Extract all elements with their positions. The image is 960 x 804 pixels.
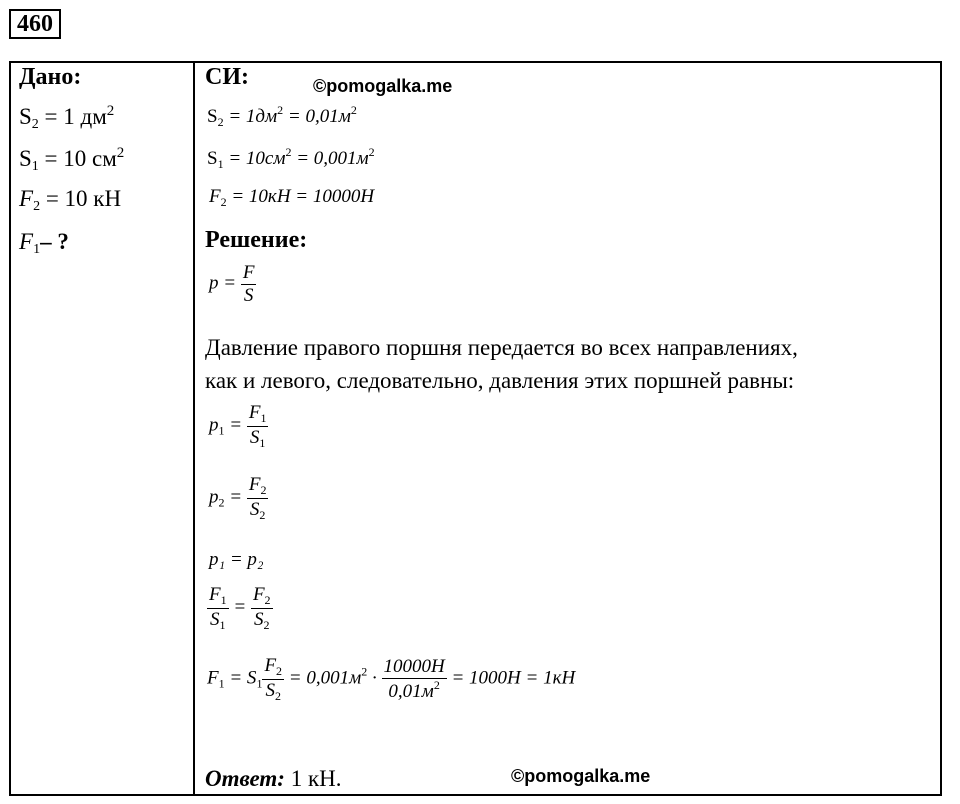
given-f1-unknown: $F_1-$ ? — [19, 229, 69, 257]
formula-final: $F_1 = S_1$ $\frac{F_2}{S_2}$ = $0,001м^2$ · $\frac{10000Н}{0,01м^2}$ = 1000Н = 1кН — [207, 655, 576, 703]
problem-number: 460 — [9, 9, 61, 39]
solution-header: Решение: — [205, 227, 308, 253]
answer: Ответ: 1 кН. — [205, 766, 342, 791]
formula-p2: $p_2$ = $\frac{F_2}{S_2}$ — [209, 474, 267, 522]
formula-ratio-equal: $\frac{F_1}{S_1}$ = $\frac{F_2}{S_2}$ — [209, 584, 271, 632]
watermark-bottom: ©pomogalka.me — [511, 766, 651, 786]
given-s1: $S_1 = 10$ $см^2$ — [19, 145, 125, 174]
si-line-f2: $F_2 = 10кН = 10000Н$ — [209, 186, 375, 209]
formula-pressure: p = $\frac{F}{S}$ — [209, 262, 255, 306]
si-header: СИ: — [205, 64, 249, 90]
watermark-top: ©pomogalka.me — [313, 76, 453, 96]
given-s2: $S_2 = 1$ $дм^2$ — [19, 103, 115, 132]
given-header: Дано: — [19, 64, 82, 90]
formula-p1: $p_1$ = $\frac{F_1}{S_1}$ — [209, 402, 267, 450]
column-divider — [193, 61, 195, 796]
si-line-s2: $S_2 = 1дм^2 = 0,01м^2$ — [207, 103, 357, 129]
explanation-line-1: Давление правого поршня передается во всех направлениях, — [205, 335, 798, 360]
explanation-line-2: как и левого, следовательно, давления этих поршней равны: — [205, 368, 795, 393]
si-line-s1: $S_1 = 10см^2 = 0,001м^2$ — [207, 145, 375, 171]
given-f2: $F_2 = 10$ кН — [19, 186, 122, 214]
formula-p-equal: p₁ = p₂ — [209, 549, 264, 570]
